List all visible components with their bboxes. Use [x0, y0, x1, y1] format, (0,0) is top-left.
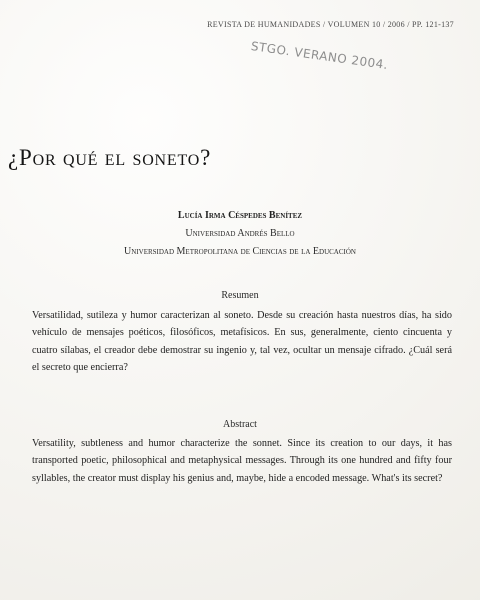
handwritten-note: STGO. VERANO 2004.: [250, 39, 389, 73]
abstract-text: Versatility, subtleness and humor characterize the sonnet. Since its creation to our days, it has transported poetic, philosophical and metaphysical messages. Through its one hundred and fifty four syllables, the creator must display his genius and, maybe, hide a encoded message. What's its secret?: [32, 438, 452, 484]
affiliation-2: Universidad Metropolitana de Ciencias de la Educación: [124, 246, 356, 257]
summary-heading: Resumen: [221, 290, 259, 301]
abstract-heading: Abstract: [223, 419, 257, 430]
author-name: Lucía Irma Céspedes Benítez: [177, 210, 303, 221]
running-head: REVISTA DE HUMANIDADES / VOLUMEN 10 / 2006 / PP. 121-137: [207, 20, 454, 29]
author-block: [0, 207, 480, 261]
summary-text: Versatilidad, sutileza y humor caracterizan al soneto. Desde su creación hasta nuestros días, ha sido vehículo de mensajes poéticos, filosóficos, metafísicos. En sus, generalmente, ciento cincuenta y cuatro sílabas, el creador debe demostrar su ingenio y, tal vez, ocultar un mensaje cifrado. ¿Cuál será el secreto que encierra?: [32, 310, 452, 374]
affiliation-1: Universidad Andrés Bello: [185, 228, 295, 239]
article-title: ¿Por qué el soneto?: [8, 145, 212, 170]
